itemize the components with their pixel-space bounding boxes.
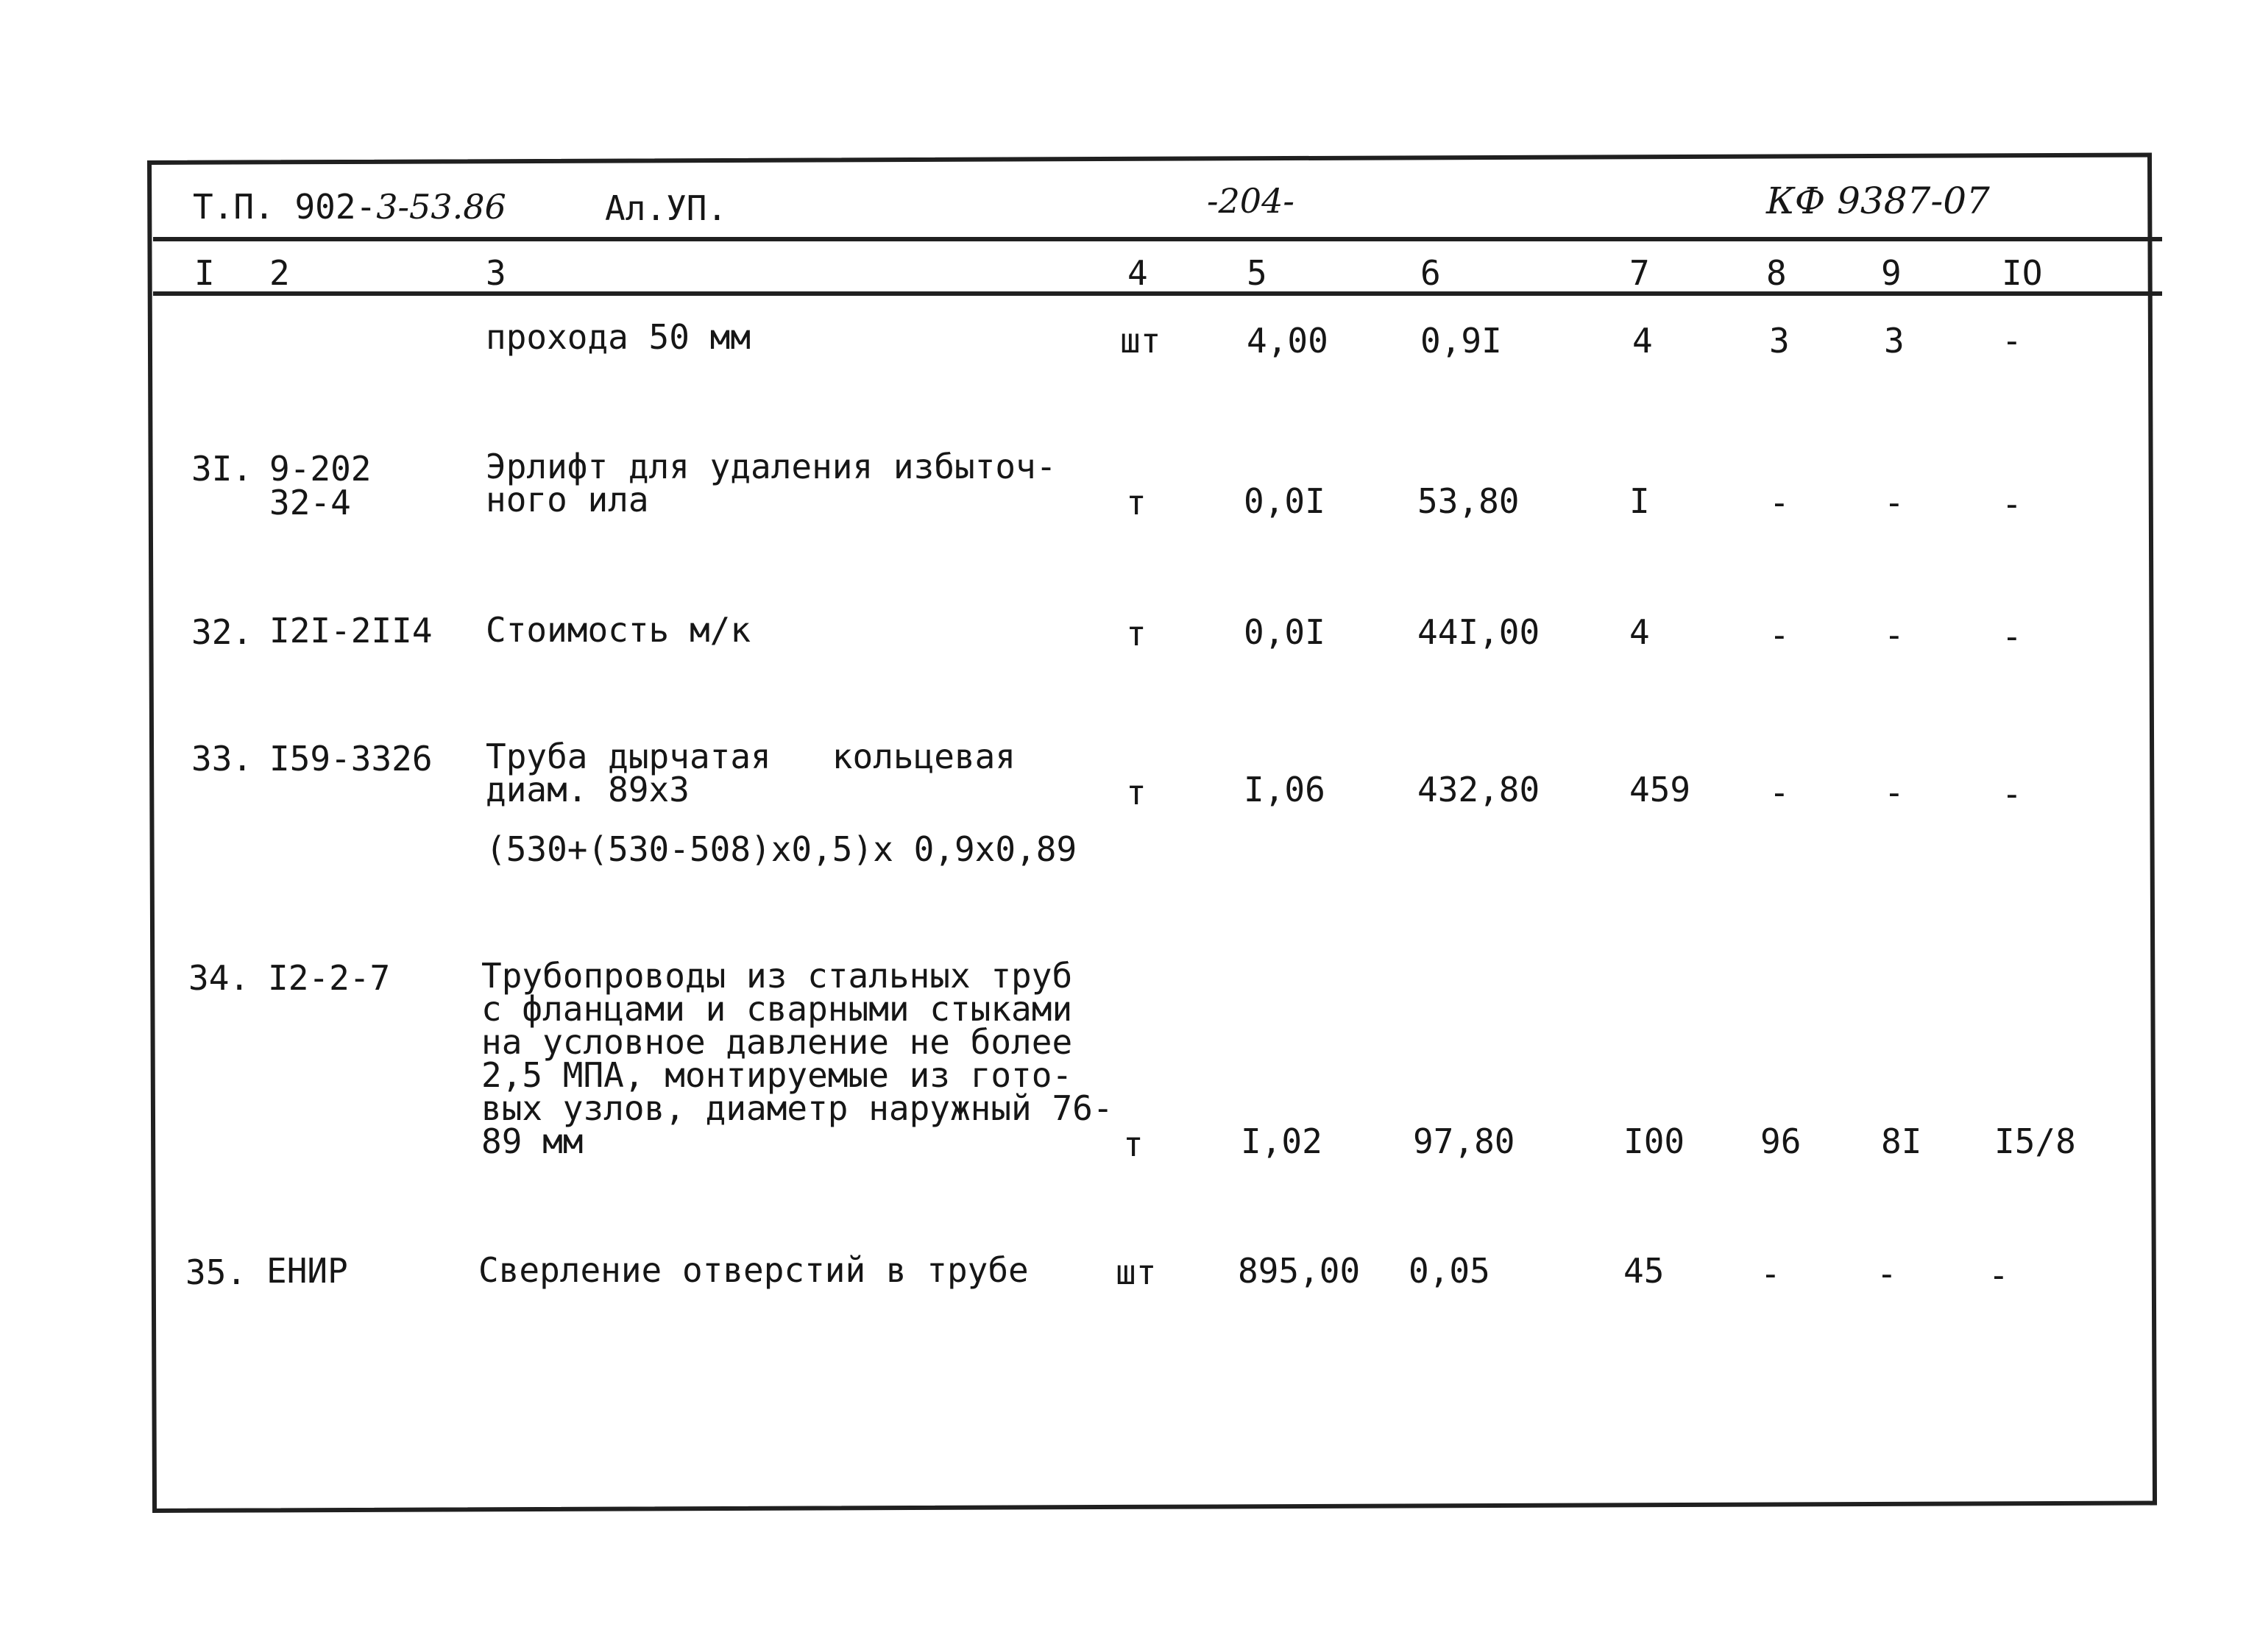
- row-col6: 97,80: [1413, 1121, 1515, 1161]
- row-code: ЕНИР: [266, 1251, 348, 1291]
- row-code: 9-202: [269, 449, 372, 489]
- row-description: прохода 50 мм: [486, 317, 751, 357]
- row-col5: I,02: [1241, 1121, 1322, 1161]
- row-col7: 45: [1623, 1251, 1665, 1291]
- col-num-4: 4: [1127, 253, 1148, 293]
- row-col7: 4: [1632, 321, 1653, 361]
- row-col9: -: [1884, 773, 1905, 812]
- row-description: Сверление отверстий в трубе: [478, 1250, 1029, 1290]
- row-col6: 53,80: [1417, 481, 1520, 521]
- row-col5: I,06: [1244, 770, 1325, 809]
- row-col10: -: [2002, 774, 2022, 814]
- col-num-8: 8: [1766, 253, 1787, 293]
- header-divider: [153, 237, 2162, 241]
- row-code-line2: 32-4: [269, 483, 351, 522]
- row-number: 32.: [191, 612, 253, 652]
- row-col8: -: [1769, 615, 1790, 655]
- row-description: Эрлифт для удаления избыточ- ного ила: [486, 447, 1057, 520]
- row-code: I2I-2II4: [269, 611, 433, 650]
- row-col6: 0,05: [1409, 1251, 1490, 1291]
- col-num-1: I: [194, 253, 215, 293]
- row-col8: 3: [1769, 321, 1790, 361]
- column-header-divider: [153, 291, 2162, 296]
- row-number: 33.: [191, 739, 253, 779]
- row-description: Стоимость м/к: [486, 610, 751, 650]
- col-num-10: IO: [2002, 253, 2043, 293]
- header-album: Ал.УП.: [605, 188, 728, 228]
- row-col5: 0,0I: [1244, 612, 1325, 652]
- row-col6: 44I,00: [1417, 612, 1540, 652]
- header-tp-prefix: Т.П. 902-: [193, 187, 377, 227]
- header-page-number: -204-: [1207, 181, 1294, 221]
- row-col10: I5/8: [1994, 1121, 2076, 1161]
- row-col8: -: [1760, 1254, 1781, 1294]
- row-col10: -: [2002, 484, 2022, 524]
- col-num-2: 2: [269, 253, 290, 293]
- row-col5: 0,0I: [1244, 481, 1325, 521]
- col-num-9: 9: [1881, 253, 1902, 293]
- row-col6: 0,9I: [1420, 321, 1502, 361]
- row-code: I2-2-7: [268, 958, 391, 998]
- row-col10: -: [2002, 617, 2022, 656]
- row-col8: -: [1769, 483, 1790, 522]
- row-col9: -: [1884, 615, 1905, 655]
- row-unit: т: [1126, 614, 1147, 653]
- row-unit: шт: [1120, 321, 1161, 361]
- row-unit: т: [1126, 483, 1147, 522]
- row-col5: 895,00: [1238, 1251, 1361, 1291]
- row-col7: I00: [1623, 1121, 1685, 1161]
- row-col6: 432,80: [1417, 770, 1540, 809]
- row-col9: -: [1884, 483, 1905, 522]
- row-col7: 459: [1629, 770, 1691, 809]
- header-doc-code: КФ 9387-07: [1766, 180, 1990, 222]
- row-unit: шт: [1116, 1252, 1157, 1292]
- row-col10: -: [2002, 321, 2022, 361]
- row-col5: 4,00: [1247, 321, 1328, 361]
- row-description: Труба дырчатая кольцевая диам. 89х3: [486, 737, 1016, 809]
- row-unit: т: [1123, 1124, 1144, 1164]
- col-num-7: 7: [1629, 253, 1650, 293]
- row-col10: -: [1988, 1255, 2009, 1295]
- header-tp-code: [193, 187, 506, 227]
- col-num-6: 6: [1420, 253, 1441, 293]
- row-col9: -: [1877, 1254, 1897, 1294]
- row-formula: (530+(530-508)х0,5)х 0,9х0,89: [486, 829, 1077, 869]
- row-code: I59-3326: [269, 739, 433, 779]
- row-col8: -: [1769, 773, 1790, 812]
- row-number: 3I.: [191, 449, 253, 489]
- row-col7: 4: [1629, 612, 1650, 652]
- row-number: 35.: [185, 1252, 247, 1292]
- col-num-3: 3: [486, 253, 506, 293]
- row-description: Трубопроводы из стальных труб с фланцами и сварными стыками на условное давление не более 2,5 МПА, монтируемые из гото- вых узлов, диаметр наружный 76- 89 мм: [481, 956, 1113, 1161]
- header-tp-handwritten: 3-53.86: [376, 187, 506, 227]
- col-num-5: 5: [1247, 253, 1267, 293]
- row-col9: 3: [1884, 321, 1905, 361]
- row-col8: 96: [1760, 1121, 1802, 1161]
- row-col9: 8I: [1881, 1121, 1922, 1161]
- row-unit: т: [1126, 773, 1147, 812]
- row-col7: I: [1629, 481, 1650, 521]
- row-number: 34.: [188, 958, 250, 998]
